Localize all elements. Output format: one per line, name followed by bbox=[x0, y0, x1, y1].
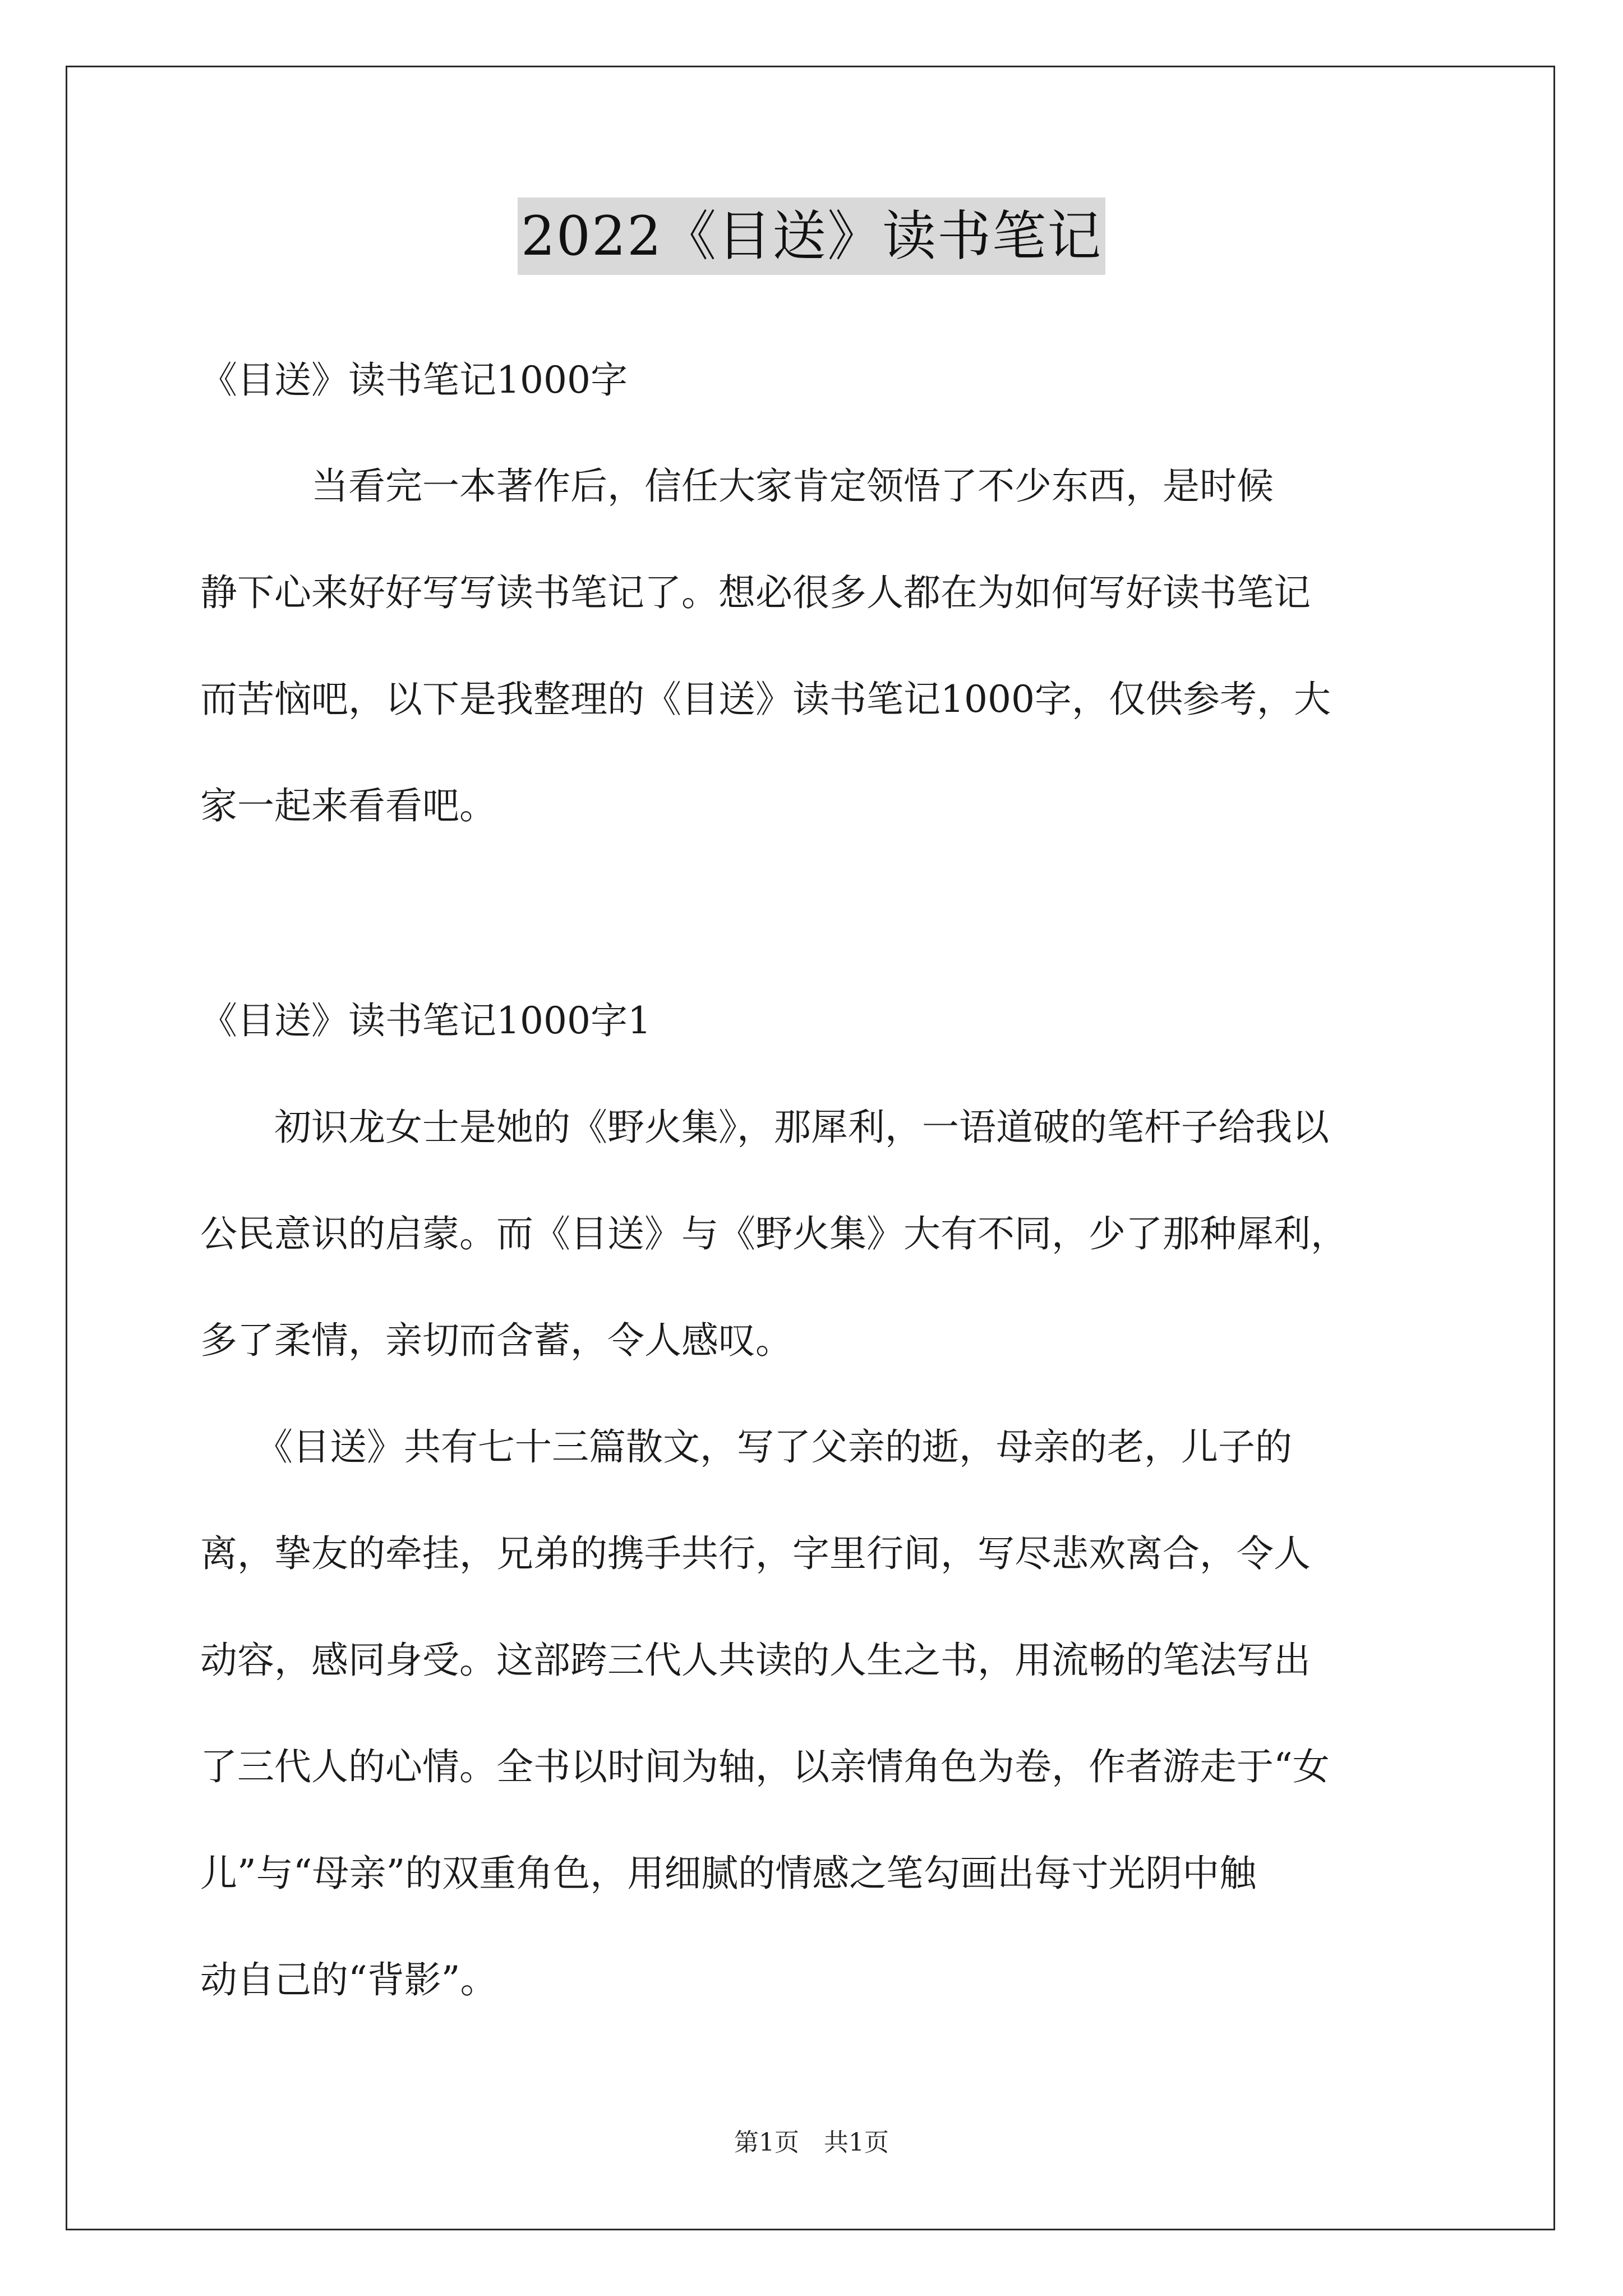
paragraph-line: 了三代人的心情。全书以时间为轴，以亲情角色为卷，作者游走于“女 bbox=[200, 1745, 1330, 1788]
intro-line: 当看完一本著作后，信任大家肯定领悟了不少东西，是时候 bbox=[200, 464, 1274, 508]
paragraph-line: 儿”与“母亲”的双重角色，用细腻的情感之笔勾画出每寸光阴中触 bbox=[200, 1852, 1257, 1895]
page-number: 第1页 共1页 bbox=[734, 2128, 889, 2157]
paragraph-line: 《目送》共有七十三篇散文，写了父亲的逝，母亲的老，儿子的 bbox=[200, 1425, 1292, 1469]
paragraph-line: 初识龙女士是她的《野火集》，那犀利，一语道破的笔杆子给我以 bbox=[200, 1106, 1329, 1149]
paragraph-line: 动自己的“背影”。 bbox=[200, 1958, 497, 2001]
paragraph-line: 公民意识的启蒙。而《目送》与《野火集》大有不同，少了那种犀利， bbox=[200, 1212, 1348, 1255]
title-container bbox=[0, 197, 1623, 275]
paragraph-line: 动容，感同身受。这部跨三代人共读的人生之书，用流畅的笔法写出 bbox=[200, 1639, 1311, 1682]
document-title: 2022《目送》读书笔记 bbox=[518, 197, 1105, 275]
intro-heading: 《目送》读书笔记1000字 bbox=[200, 358, 628, 402]
intro-line: 静下心来好好写写读书笔记了。想必很多人都在为如何写好读书笔记 bbox=[200, 571, 1311, 614]
intro-line: 而苦恼吧，以下是我整理的《目送》读书笔记1000字，仅供参考，大 bbox=[200, 678, 1331, 721]
paragraph-line: 离，挚友的牵挂，兄弟的携手共行，字里行间，写尽悲欢离合，令人 bbox=[200, 1532, 1311, 1575]
section-heading: 《目送》读书笔记1000字1 bbox=[200, 999, 651, 1042]
intro-line: 家一起来看看吧。 bbox=[200, 784, 496, 827]
paragraph-line: 多了柔情，亲切而含蓄，令人感叹。 bbox=[200, 1319, 792, 1362]
